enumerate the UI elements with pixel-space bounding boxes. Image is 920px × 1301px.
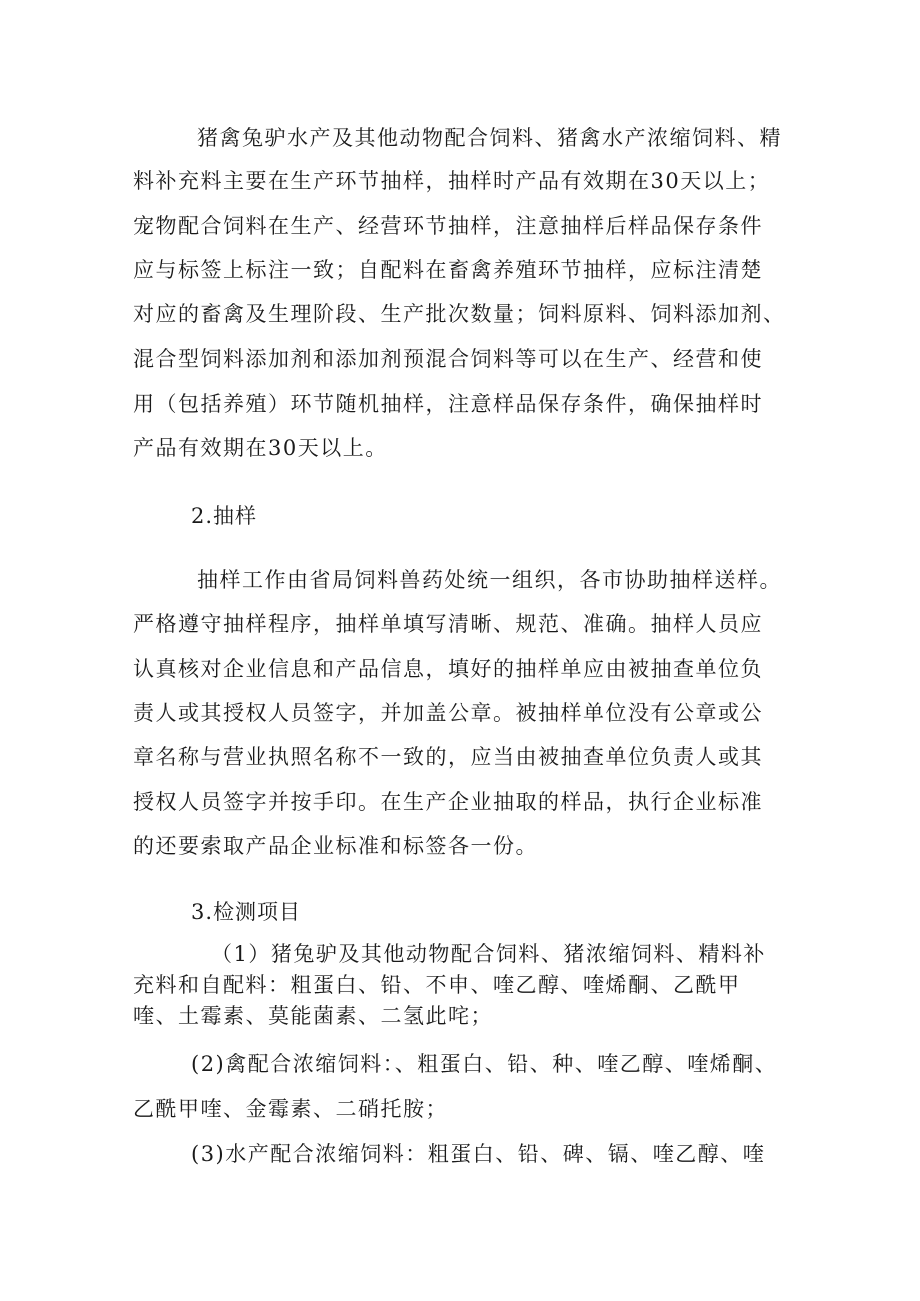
item1-line-2: 充料和自配料：粗蛋白、铅、不申、喹乙醇、喹烯酮、乙酰甲 — [133, 973, 741, 997]
paragraph1-line-4: 应与标签上标注一致；自配料在畜禽养殖环节抽样，应标注清楚 — [133, 258, 763, 282]
paragraph2-line-7: 的还要索取产品企业标准和标签各一份。 — [133, 834, 538, 858]
paragraph2-line-5: 章名称与营业执照名称不一致的，应当由被抽查单位负责人或其 — [133, 745, 763, 769]
paragraph2-line-1: 抽样工作由省局饲料兽药处统一组织，各市协助抽样送样。 — [197, 568, 782, 592]
paragraph1-line-5: 对应的畜禽及生理阶段、生产批次数量；饲料原料、饲料添加剂、 — [133, 302, 786, 326]
item2-line-2: 乙酰甲喹、金霉素、二硝托胺； — [133, 1097, 448, 1121]
paragraph1-line-6: 混合型饲料添加剂和添加剂预混合饲料等可以在生产、经营和使 — [133, 347, 763, 371]
paragraph2-line-2: 严格遵守抽样程序，抽样单填写清晰、规范、准确。抽样人员应 — [133, 612, 763, 636]
item2-line-1: (2)禽配合浓缩饲料：、粗蛋白、铅、种、喹乙醇、喹烯酮、 — [191, 1052, 778, 1076]
item3-line-1: (3)水产配合浓缩饲料：粗蛋白、铅、碑、镉、喹乙醇、喹 — [191, 1142, 766, 1166]
paragraph1-line-2: 料补充料主要在生产环节抽样，抽样时产品有效期在30天以上； — [133, 169, 771, 193]
section3-heading: 3.检测项目 — [191, 900, 302, 924]
paragraph2-line-6: 授权人员签字并按手印。在生产企业抽取的样品，执行企业标准 — [133, 790, 763, 814]
paragraph1-line-1: 猪禽兔驴水产及其他动物配合饲料、猪禽水产浓缩饲料、精 — [197, 126, 782, 150]
item1-line-1: （1）猪兔驴及其他动物配合饲料、猪浓缩饲料、精料补 — [211, 942, 766, 966]
paragraph1-line-7: 用（包括养殖）环节随机抽样，注意样品保存条件，确保抽样时 — [133, 392, 763, 416]
paragraph2-line-3: 认真核对企业信息和产品信息，填好的抽样单应由被抽查单位负 — [133, 657, 763, 681]
section2-heading: 2.抽样 — [191, 504, 258, 528]
paragraph1-line-3: 宠物配合饲料在生产、经营环节抽样，注意抽样后样品保存条件 — [133, 214, 763, 238]
item1-line-3: 喹、土霉素、莫能菌素、二氢此咤； — [133, 1004, 493, 1028]
paragraph1-line-8: 产品有效期在30天以上。 — [133, 436, 388, 460]
paragraph2-line-4: 责人或其授权人员签字，并加盖公章。被抽样单位没有公章或公 — [133, 701, 763, 725]
